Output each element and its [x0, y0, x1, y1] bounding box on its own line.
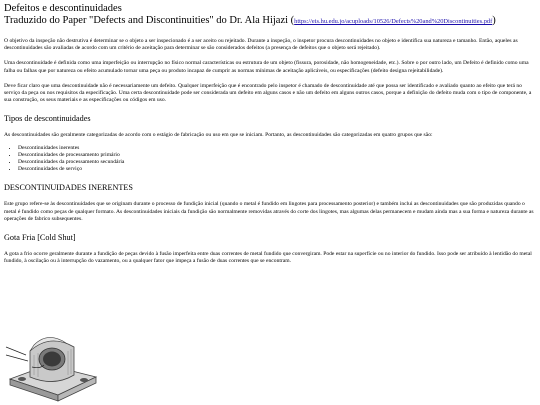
- types-intro: As descontinuidades são geralmente categorizadas de acordo com o estágio de fabricação ou uso em que se iniciam. Portanto, as descontinuidades são categorizadas em quatro grupos que são:: [4, 132, 433, 139]
- page-subtitle: [4, 15, 534, 28]
- subtitle-prefix: Traduzido do Paper "Defects and Discontinuities" do Dr. Ala Hijazi (: [4, 15, 295, 26]
- inherent-heading: DESCONTINUIDADES INERENTES: [4, 183, 133, 193]
- list-item: • Descontinuidades inerentes: [18, 145, 534, 152]
- document-page: [4, 3, 534, 273]
- cold-shut-casting-illustration: [4, 325, 104, 403]
- cold-shut-heading: Gota Fria [Cold Shut]: [4, 233, 76, 243]
- inherent-paragraph: Este grupo refere-se às descontinuidades que se originam durante o processo de fundição inicial (quando o metal é fundido em lingotes para processamento posterior) e também inclui as descontinuidades que são produzidas quando o metal é fundido como peças de qualquer formato. As descontinuidades iniciais da fundição são normalmente removidas através do corte dos lingotes, mas algumas delas permanecem e mudam ainda mas a sua forma e natureza durante as operações de fabrico subsequentes.: [4, 201, 534, 222]
- intro-paragraph-1: O objetivo da inspeção não destrutiva é determinar se o objeto a ser inspecionado é a ser aceito ou rejeitado. Durante a inspeção, o inspetor procura descontinuidades no objeto e identifica sua natureza e tamanho. Então, aqueles as descontinuidades são avaliadas de acordo com um critério de aceitação para determinar se são considerados defeitos (a presença de defeitos que o objeto será rejeitado).: [4, 38, 518, 52]
- list-item: • Descontinuidades de processamento primário: [18, 152, 534, 159]
- types-heading: Tipos de descontinuidades: [4, 114, 91, 124]
- intro-paragraph-2: Uma descontinuidade é definida como uma imperfeição ou interrupção no físico normal características ou estrutura de um objeto (fissura, porosidade, não homogeneidade, etc.). Sobre o por outro lado, um Defeito é definido como uma falha ou falhas que por natureza ou efeito acumulado tornar uma peça ou produto incapaz de cumprir as normas mínimas de aceitação aplicáveis, ou especificações (defeito designa rejeitabilidade).: [4, 60, 529, 74]
- types-list: [4, 145, 534, 174]
- page-title: Defeitos e descontinuidades: [4, 3, 122, 14]
- cold-shut-paragraph: A gota a frio ocorre geralmente durante a fundição de peças devido à fusão imperfeita entre duas correntes de metal fundido que convergiram. Pode estar na superfície ou no interior do fundido. Isso pode ser atribuído à lentidão do metal fundido, à oscilação ou à interrupção do vazamento, ou a qualquer fator que impeça a fusão de duas correntes que se encontram.: [4, 251, 532, 265]
- list-item: • Descontinuidades da processamento secundária: [18, 159, 534, 166]
- source-link[interactable]: https://eis.hu.edu.jo/acuploads/10526/Defects%20and%20Discontinuities.pdf: [294, 18, 493, 25]
- list-item: • Descontinuidades de serviço: [18, 166, 534, 173]
- subtitle-suffix: ): [492, 15, 496, 26]
- intro-paragraph-3: Deve ficar claro que uma descontinuidade não é necessariamente um defeito. Qualquer imperfeição que é encontrado pelo inspetor é chamado de descontinuidade até que possa ser identificado e avaliado quanto ao efeito que terá no serviço da peça ou nos requisitos da especificação. Uma certa descontinuidade pode ser considerada um defeito em alguns casos e não um defeito em alguns outros casos, porque a definição do defeito muda com o tipo de componente, a sua construção, os seus materiais e as especificações ou códigos em uso.: [4, 82, 532, 104]
